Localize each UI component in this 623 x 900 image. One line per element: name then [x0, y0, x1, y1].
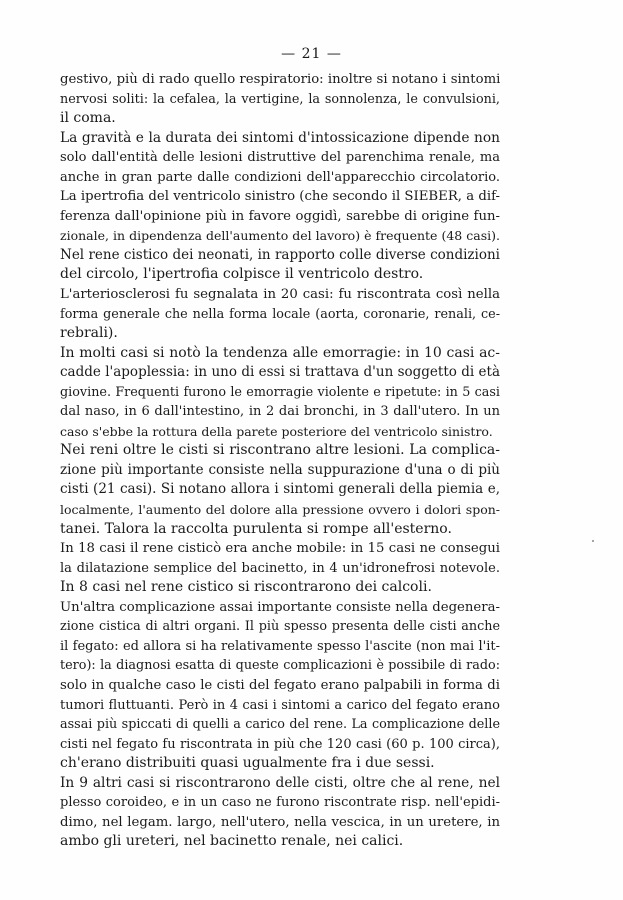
text-line: cadde l'apoplessia: in uno di essi si trattava d'un soggetto di età [60, 364, 500, 381]
text-line: Un'altra complicazione assai importante consiste nella degenera- [60, 599, 500, 615]
text-line: cisti nel fegato fu riscontrata in più che 120 casi (60 p. 100 circa), [60, 736, 500, 752]
text-line: cisti (21 casi). Si notano allora i sintomi generali della piemia e, [60, 481, 500, 498]
text-line: Nel rene cistico dei neonati, in rapporto colle diverse condizioni [60, 246, 500, 263]
text-line: zione più importante consiste nella suppurazione d'una o di più [60, 461, 500, 478]
text-line: rebrali). [60, 325, 118, 342]
text-line: nervosi soliti: la cefalea, la vertigine, la sonnolenza, le convulsioni, [60, 91, 500, 107]
text-line: ambo gli ureteri, nel bacinetto renale, nei calici. [60, 833, 404, 850]
text-line: forma generale che nella forma locale (aorta, coronarie, renali, ce- [60, 306, 500, 322]
margin-mark [592, 540, 594, 542]
text-line: caso s'ebbe la rottura della parete posteriore del ventricolo sinistro. [60, 423, 493, 439]
page-number: — 21 — [281, 46, 342, 62]
text-line: tero): la diagnosi esatta di queste complicazioni è possibile di rado: [60, 658, 500, 674]
text-line: zionale, in dipendenza dell'aumento del lavoro) è frequente (48 casi). [60, 228, 500, 244]
text-line: In 9 altri casi si riscontrarono delle cisti, oltre che al rene, nel [60, 774, 500, 791]
text-line: La gravità e la durata dei sintomi d'intossicazione dipende non [60, 129, 500, 146]
text-line: gestivo, più di rado quello respiratorio: inoltre si notano i sintomi [60, 72, 500, 87]
text-line: tanei. Talora la raccolta purulenta si rompe all'esterno. [60, 520, 452, 537]
text-line: tumori fluttuanti. Però in 4 casi i sintomi a carico del fegato erano [60, 697, 500, 713]
text-line: ferenza dall'opinione più in favore oggidì, sarebbe di origine fun- [60, 208, 500, 224]
text-line: solo dall'entità delle lesioni distruttive del parenchima renale, ma [60, 150, 500, 166]
text-line: giovine. Frequenti furono le emorragie violente e ripetute: in 5 casi [60, 384, 500, 400]
text-line: plesso coroideo, e in un caso ne furono riscontrate risp. nell'epidi- [60, 795, 500, 811]
text-line: il coma. [60, 110, 116, 127]
text-line: zione cistica di altri organi. Il più spesso presenta delle cisti anche [60, 619, 500, 635]
text-line: anche in gran parte dalle condizioni dell'apparecchio circolatorio. [60, 169, 500, 185]
text-line: ch'erano distribuiti quasi ugualmente fra i due sessi. [60, 755, 435, 772]
text-line: la dilatazione semplice del bacinetto, in 4 un'idronefrosi notevole. [60, 560, 500, 576]
text-line: dimo, nel legam. largo, nell'utero, nella vescica, in un uretere, in [60, 814, 500, 830]
text-line: Nei reni oltre le cisti si riscontrano altre lesioni. La complica- [60, 442, 500, 459]
text-line: dal naso, in 6 dall'intestino, in 2 dai bronchi, in 3 dall'utero. In un [60, 404, 500, 420]
text-line: In 18 casi il rene cisticò era anche mobile: in 15 casi ne consegui [60, 541, 500, 557]
text-line: assai più spiccati di quelli a carico del rene. La complicazione delle [60, 717, 500, 733]
text-line: il fegato: ed allora si ha relativamente spesso l'ascite (non mai l'it- [60, 638, 500, 654]
text-line: In 8 casi nel rene cistico si riscontrarono dei calcoli. [60, 579, 432, 596]
text-line: del circolo, l'ipertrofia colpisce il ventricolo destro. [60, 266, 424, 283]
text-line: solo in qualche caso le cisti del fegato erano palpabili in forma di [60, 677, 500, 693]
text-line: localmente, l'aumento del dolore alla pressione ovvero i dolori spon- [60, 502, 500, 518]
text-line: L'arteriosclerosi fu segnalata in 20 casi: fu riscontrata così nella [60, 287, 500, 303]
body-text [60, 70, 500, 852]
text-line: In molti casi si notò la tendenza alle emorragie: in 10 casi ac- [60, 344, 500, 361]
text-line: La ipertrofia del ventricolo sinistro (che secondo il SIEBER, a dif- [60, 189, 500, 205]
